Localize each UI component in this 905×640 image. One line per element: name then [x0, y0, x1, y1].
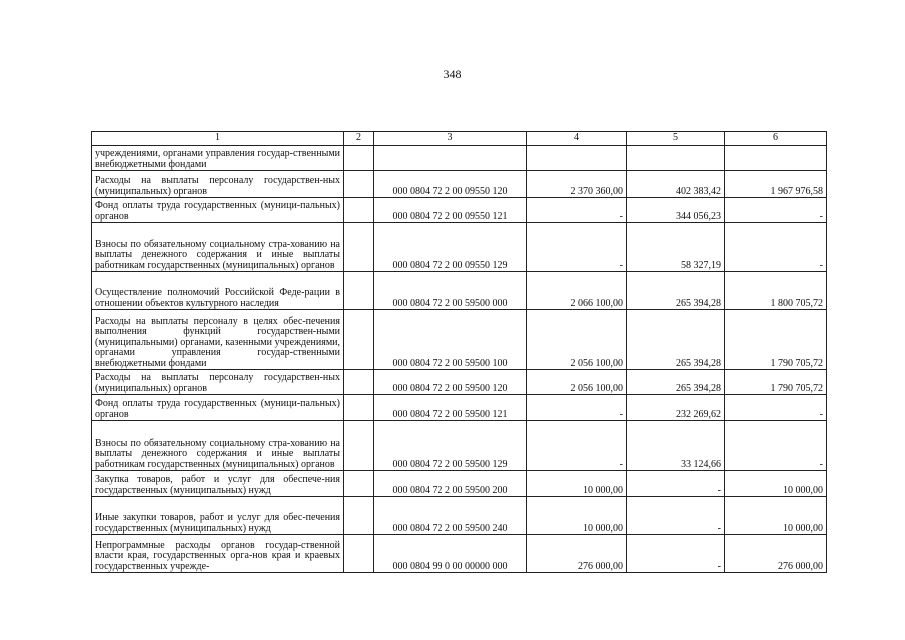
row-name: Осуществление полномочий Российской Феде-рации в отношении объектов культурного наследия [92, 272, 344, 310]
table-row [92, 310, 827, 370]
row-col2 [344, 171, 374, 198]
table-row [92, 497, 827, 535]
row-value-6: - [725, 198, 827, 223]
row-name: учреждениями, органами управления государ-ственными внебюджетными фондами [92, 146, 344, 171]
row-value-4: - [527, 421, 627, 471]
row-col2 [344, 535, 374, 573]
row-name: Непрограммные расходы органов государ-ственной власти края, государственных орга-нов края и краевых государственных учрежде- [92, 535, 344, 573]
row-value-4: 2 056 100,00 [527, 370, 627, 395]
row-col2 [344, 272, 374, 310]
table-row [92, 171, 827, 198]
row-value-4: 10 000,00 [527, 471, 627, 497]
row-code: 000 0804 72 2 00 59500 240 [374, 497, 527, 535]
header-col-6: 6 [725, 132, 827, 146]
row-value-6: 10 000,00 [725, 471, 827, 497]
row-name: Взносы по обязательному социальному стра-хованию на выплаты денежного содержания и иные выплаты работникам государственных (муниципальных) органов [92, 223, 344, 272]
table-row [92, 146, 827, 171]
row-col2 [344, 421, 374, 471]
row-value-5: - [627, 497, 725, 535]
row-value-5 [627, 146, 725, 171]
row-value-4: 2 056 100,00 [527, 310, 627, 370]
table-row [92, 471, 827, 497]
row-col2 [344, 471, 374, 497]
row-name: Расходы на выплаты персоналу в целях обес-печения выполнения функций государствен-ными (муниципальными) органами, казенными учреждениями, органами управления государ-ственными внебюджетными фондами [92, 310, 344, 370]
row-code: 000 0804 72 2 00 59500 200 [374, 471, 527, 497]
row-value-4: - [527, 223, 627, 272]
page-number: 348 [443, 67, 462, 81]
row-code: 000 0804 72 2 00 09550 120 [374, 171, 527, 198]
row-col2 [344, 146, 374, 171]
row-value-4: - [527, 395, 627, 421]
row-col2 [344, 310, 374, 370]
row-col2 [344, 223, 374, 272]
row-col2 [344, 370, 374, 395]
row-name: Взносы по обязательному социальному стра-хованию на выплаты денежного содержания и иные выплаты работникам государственных (муниципальных) органов [92, 421, 344, 471]
row-value-6: - [725, 223, 827, 272]
row-code [374, 146, 527, 171]
row-name: Иные закупки товаров, работ и услуг для обес-печения государственных (муниципальных) нужд [92, 497, 344, 535]
table-row [92, 272, 827, 310]
row-code: 000 0804 72 2 00 09550 129 [374, 223, 527, 272]
row-value-5: 402 383,42 [627, 171, 725, 198]
row-value-5: 344 056,23 [627, 198, 725, 223]
row-value-6: 1 790 705,72 [725, 370, 827, 395]
row-value-6: 276 000,00 [725, 535, 827, 573]
row-value-5: 265 394,28 [627, 272, 725, 310]
header-col-3: 3 [374, 132, 527, 146]
table-row [92, 223, 827, 272]
row-value-6: - [725, 421, 827, 471]
row-value-6: - [725, 395, 827, 421]
row-code: 000 0804 72 2 00 59500 120 [374, 370, 527, 395]
row-value-4: 2 370 360,00 [527, 171, 627, 198]
row-value-5: 33 124,66 [627, 421, 725, 471]
row-value-5: 58 327,19 [627, 223, 725, 272]
row-code: 000 0804 99 0 00 00000 000 [374, 535, 527, 573]
row-value-5: 265 394,28 [627, 310, 725, 370]
table-row [92, 421, 827, 471]
row-value-5: - [627, 471, 725, 497]
row-name: Фонд оплаты труда государственных (муници-пальных) органов [92, 395, 344, 421]
header-col-5: 5 [627, 132, 725, 146]
row-value-4: - [527, 198, 627, 223]
row-value-6 [725, 146, 827, 171]
row-value-4 [527, 146, 627, 171]
table-row [92, 370, 827, 395]
row-value-6: 1 790 705,72 [725, 310, 827, 370]
row-code: 000 0804 72 2 00 59500 000 [374, 272, 527, 310]
row-value-5: 232 269,62 [627, 395, 725, 421]
row-code: 000 0804 72 2 00 59500 129 [374, 421, 527, 471]
table-header-row [92, 132, 827, 146]
row-code: 000 0804 72 2 00 59500 100 [374, 310, 527, 370]
row-name: Расходы на выплаты персоналу государствен-ных (муниципальных) органов [92, 171, 344, 198]
row-value-6: 1 800 705,72 [725, 272, 827, 310]
row-code: 000 0804 72 2 00 59500 121 [374, 395, 527, 421]
budget-table [91, 131, 827, 573]
row-col2 [344, 198, 374, 223]
header-col-2: 2 [344, 132, 374, 146]
row-col2 [344, 395, 374, 421]
row-value-4: 2 066 100,00 [527, 272, 627, 310]
row-value-4: 10 000,00 [527, 497, 627, 535]
row-value-4: 276 000,00 [527, 535, 627, 573]
table-row [92, 198, 827, 223]
row-name: Расходы на выплаты персоналу государствен-ных (муниципальных) органов [92, 370, 344, 395]
table-row [92, 535, 827, 573]
row-code: 000 0804 72 2 00 09550 121 [374, 198, 527, 223]
row-value-5: - [627, 535, 725, 573]
row-value-6: 1 967 976,58 [725, 171, 827, 198]
table-row [92, 395, 827, 421]
row-name: Закупка товаров, работ и услуг для обеспече-ния государственных (муниципальных) нужд [92, 471, 344, 497]
header-col-4: 4 [527, 132, 627, 146]
row-value-5: 265 394,28 [627, 370, 725, 395]
row-value-6: 10 000,00 [725, 497, 827, 535]
row-col2 [344, 497, 374, 535]
row-name: Фонд оплаты труда государственных (муници-пальных) органов [92, 198, 344, 223]
header-col-1: 1 [92, 132, 344, 146]
